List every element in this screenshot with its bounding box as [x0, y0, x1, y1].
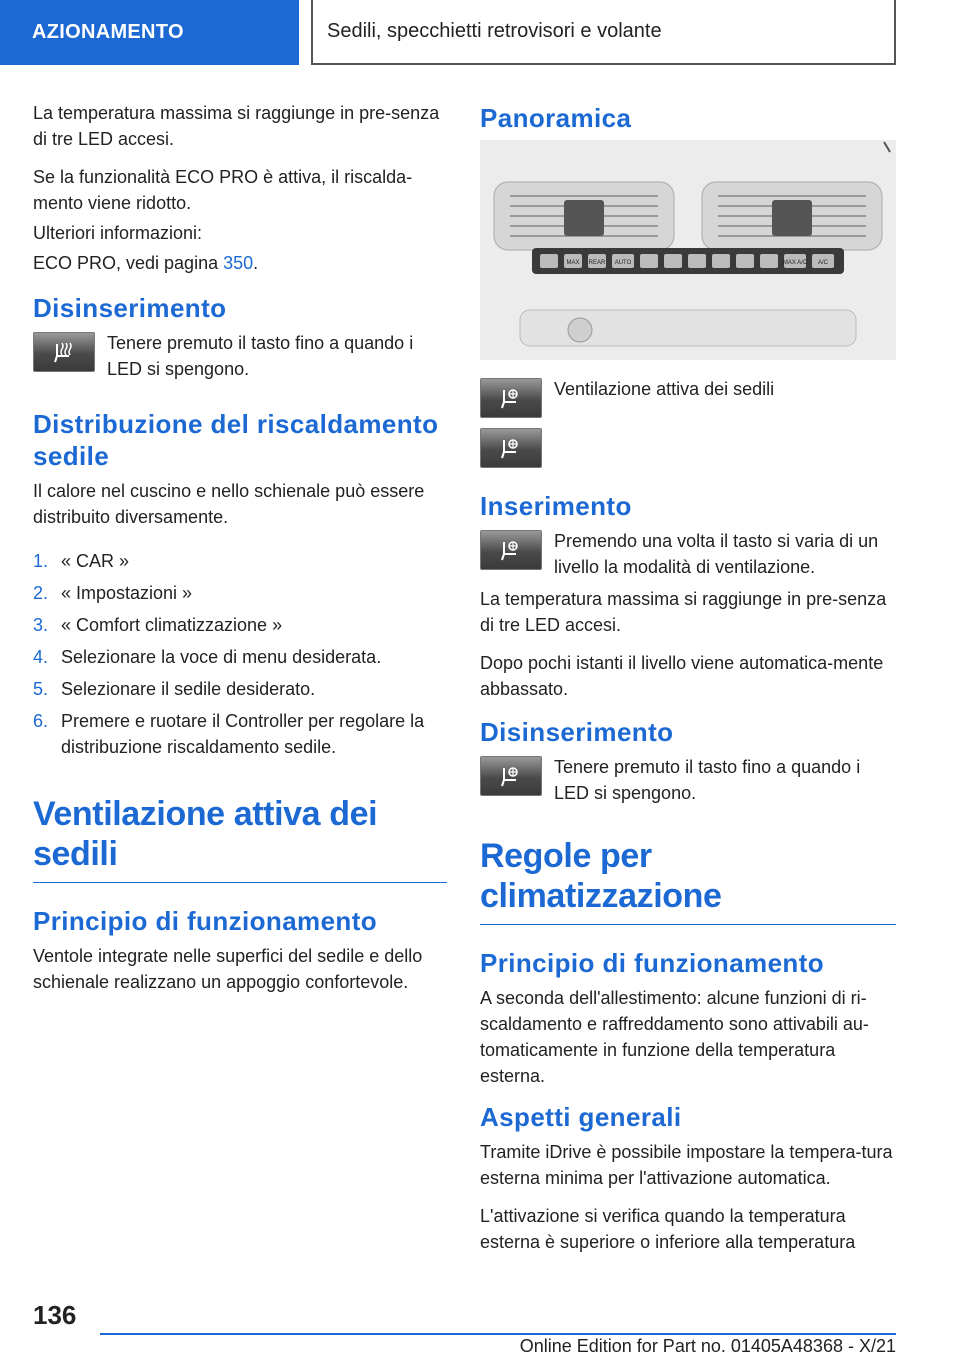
left-column: [33, 100, 447, 1007]
paragraph-more-info: Ulteriori informazioni:: [33, 223, 203, 243]
attivazione-text: L'attivazione si verifica quando la temperatura esterna è superiore o inferiore alla temperatura: [480, 1206, 856, 1252]
right-column: [480, 100, 896, 1267]
step-text: Selezionare il sedile desiderato.: [61, 679, 316, 699]
eco-ref-prefix: ECO PRO, vedi pagina: [33, 253, 224, 273]
heading-panoramica: Panoramica: [480, 103, 632, 133]
paragraph-eco-ref: [33, 250, 447, 276]
seat-ventilation-button-image-2: [480, 428, 542, 468]
panel-button-max-ac: MAX A/C: [782, 260, 808, 266]
heading-aspetti: Aspetti generali: [480, 1102, 682, 1132]
ventilation-icon-row-2: [480, 426, 896, 468]
step-number: 3.: [33, 615, 49, 635]
paragraph-eco-pro: Se la funzionalità ECO PRO è attiva, il riscalda-mento viene ridotto.: [33, 167, 413, 213]
page-number: 136: [33, 1300, 77, 1330]
heading-disinserimento: Disinserimento: [33, 293, 227, 323]
step-text: Selezionare la voce di menu desiderata.: [61, 647, 382, 667]
list-item: [33, 644, 447, 670]
seat-ventilation-button-image-3: [480, 530, 542, 570]
heading-inserimento: Inserimento: [480, 491, 632, 521]
list-item: [33, 580, 447, 606]
disinserimento-text-right: Tenere premuto il tasto fino a quando i LED si spengono.: [554, 757, 861, 803]
seat-heating-button-image: [33, 332, 95, 372]
principio-text: Ventole integrate nelle superfici del sedile e dello schienale realizzano un appoggio confortevole.: [33, 946, 423, 992]
principio-text-right: A seconda dell'allestimento: alcune funzioni di ri-scaldamento e raffreddamento sono attivabili au-tomaticamente in funzione della temperatura esterna.: [480, 988, 869, 1086]
ventilation-caption-row: [480, 376, 896, 418]
step-number: 4.: [33, 647, 49, 667]
steps-list: [33, 548, 447, 760]
heading-principio-right: Principio di funzionamento: [480, 948, 825, 978]
disinserimento-row-right: [480, 754, 896, 806]
inserimento-text: Premendo una volta il tasto si varia di un livello la modalità di ventilazione.: [554, 531, 879, 577]
step-text: « CAR »: [61, 551, 130, 571]
paragraph-temp-max-right: La temperatura massima si raggiunge in pre-senza di tre LED accesi.: [480, 589, 887, 635]
step-text: « Comfort climatizzazione »: [61, 615, 283, 635]
list-item: [33, 708, 447, 760]
climate-panel-photo: [480, 140, 896, 360]
climate-panel-illustration: [480, 140, 896, 360]
panel-button-rear: REAR: [588, 260, 606, 266]
step-text: « Impostazioni »: [61, 583, 193, 603]
paragraph-dopo: Dopo pochi istanti il livello viene automatica-mente abbassato.: [480, 653, 884, 699]
seat-ventilation-icon: [498, 436, 524, 460]
page-link-350[interactable]: 350: [223, 253, 254, 273]
chapter-title: Sedili, specchietti retrovisori e volante: [311, 0, 896, 65]
section-tab: AZIONAMENTO: [0, 0, 299, 65]
seat-ventilation-icon: [498, 538, 524, 562]
step-number: 2.: [33, 583, 49, 603]
paragraph-temp-max: La temperatura massima si raggiunge in pre-senza di tre LED accesi.: [33, 103, 440, 149]
step-number: 1.: [33, 551, 49, 571]
heading-disinserimento-right: Disinserimento: [480, 717, 674, 747]
aspetti-text: Tramite iDrive è possibile impostare la tempera-tura esterna minima per l'attivazione automatica.: [480, 1142, 893, 1188]
disinserimento-row: [33, 330, 447, 382]
inserimento-row: [480, 528, 896, 580]
distribuzione-text: Il calore nel cuscino e nello schienale può essere distribuito diversamente.: [33, 481, 425, 527]
ventilation-caption: Ventilazione attiva dei sedili: [554, 379, 775, 399]
eco-ref-suffix: .: [253, 253, 259, 273]
list-item: [33, 676, 447, 702]
panel-button-auto: AUTO: [614, 260, 632, 266]
footer-divider: [100, 1333, 896, 1335]
heading-principio: Principio di funzionamento: [33, 906, 378, 936]
heading-ventilazione: Ventilazione attiva dei sedili: [33, 794, 447, 883]
seat-ventilation-icon: [498, 386, 524, 410]
panel-button-max: MAX: [566, 260, 580, 266]
step-number: 6.: [33, 711, 49, 731]
seat-ventilation-button-image-1: [480, 378, 542, 418]
disinserimento-text: Tenere premuto il tasto fino a quando i LED si spengono.: [107, 333, 414, 379]
list-item: [33, 548, 447, 574]
footer-edition: Online Edition for Part no. 01405A48368 - X/21: [519, 1336, 896, 1356]
seat-ventilation-button-image-4: [480, 756, 542, 796]
panel-button-ac: A/C: [817, 260, 829, 266]
step-number: 5.: [33, 679, 49, 699]
seat-ventilation-icon: [498, 764, 524, 788]
seat-heating-icon: [51, 340, 77, 364]
heading-regole: Regole per climatizzazione: [480, 836, 896, 925]
list-item: [33, 612, 447, 638]
step-text: Premere e ruotare il Controller per regolare la distribuzione riscaldamento sedile.: [61, 711, 425, 757]
heading-distribuzione: Distribuzione del riscaldamento sedile: [33, 409, 439, 471]
